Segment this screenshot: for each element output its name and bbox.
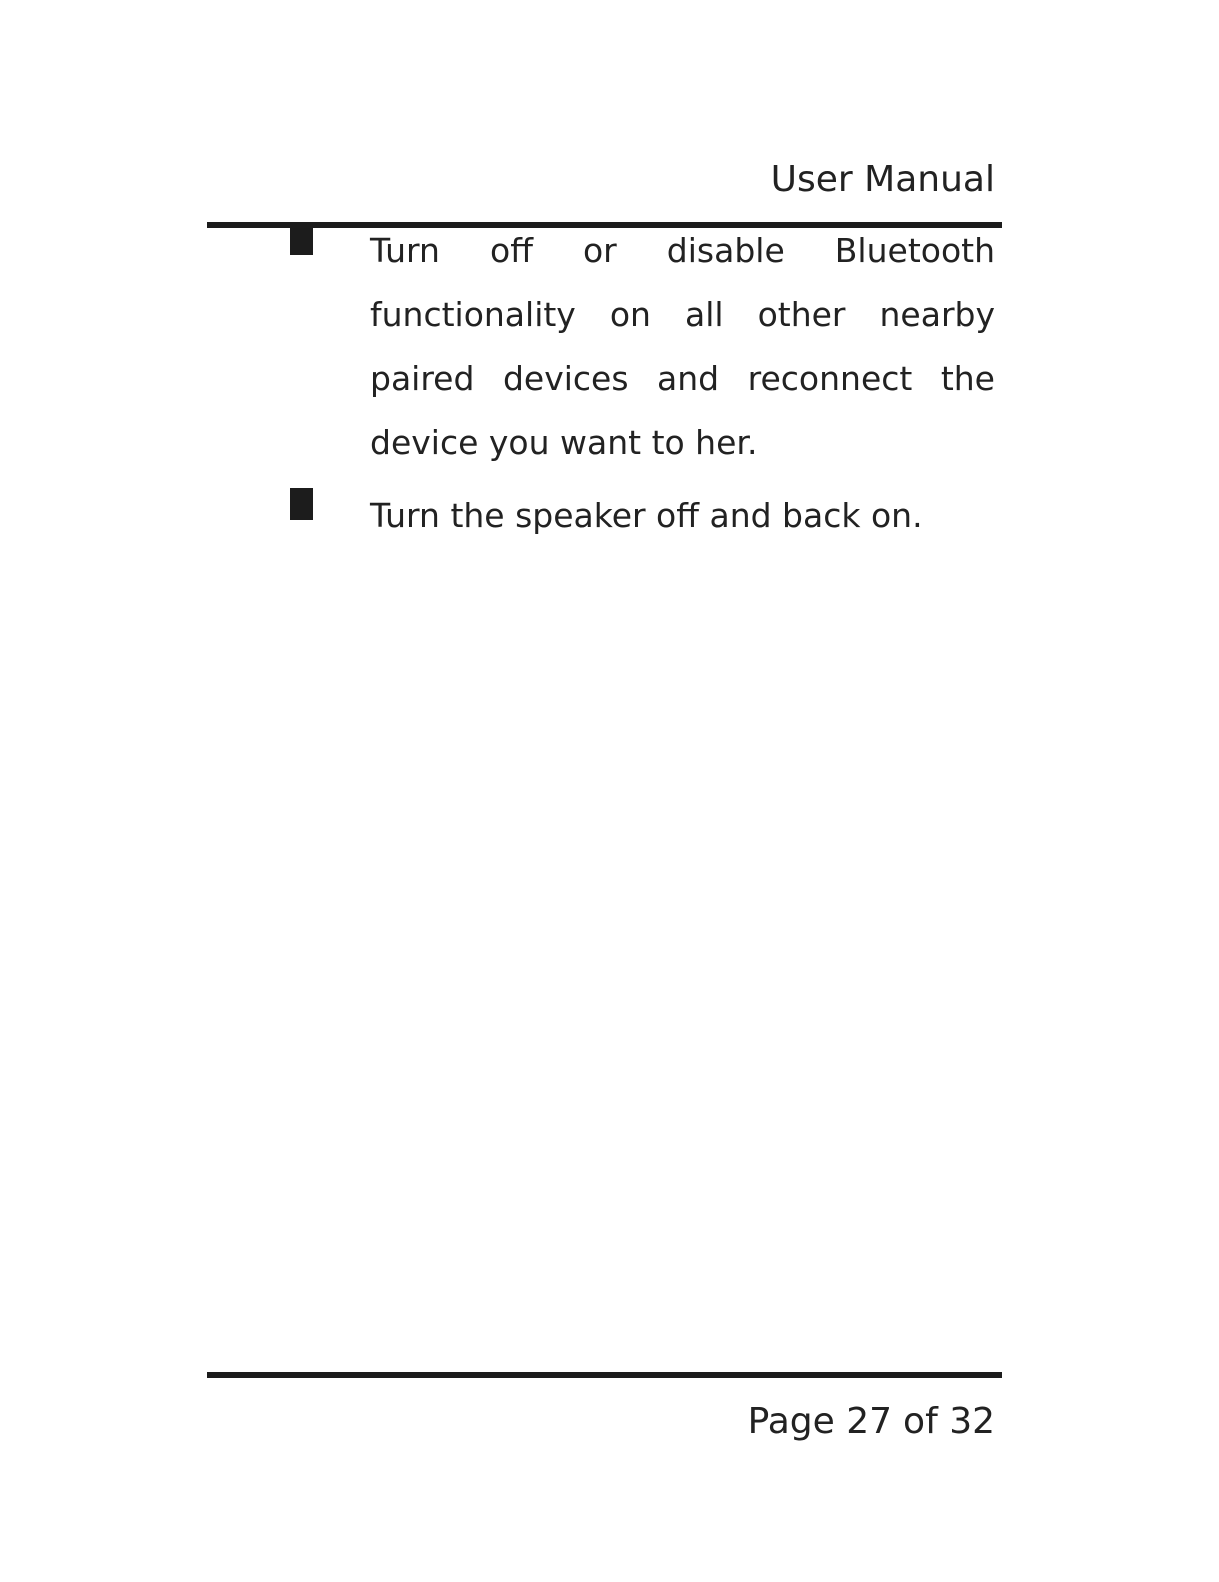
- list-item: [290, 219, 995, 475]
- running-header-title: User Manual: [770, 159, 995, 200]
- footer-divider: [207, 1372, 1002, 1378]
- list-item-text: Turn off or disable Bluetooth functionality on all other nearby paired devices and reconnect the device you want to her.: [370, 231, 995, 462]
- page-number-total: of 32: [903, 1401, 995, 1442]
- square-bullet-icon: [290, 223, 313, 255]
- troubleshooting-list: [290, 232, 995, 548]
- page-number: [748, 1400, 995, 1444]
- square-bullet-icon: [290, 488, 313, 520]
- page-number-current: Page 27: [747, 1401, 893, 1442]
- list-item: [290, 484, 995, 548]
- list-item-text: Turn the speaker off and back on.: [370, 496, 923, 535]
